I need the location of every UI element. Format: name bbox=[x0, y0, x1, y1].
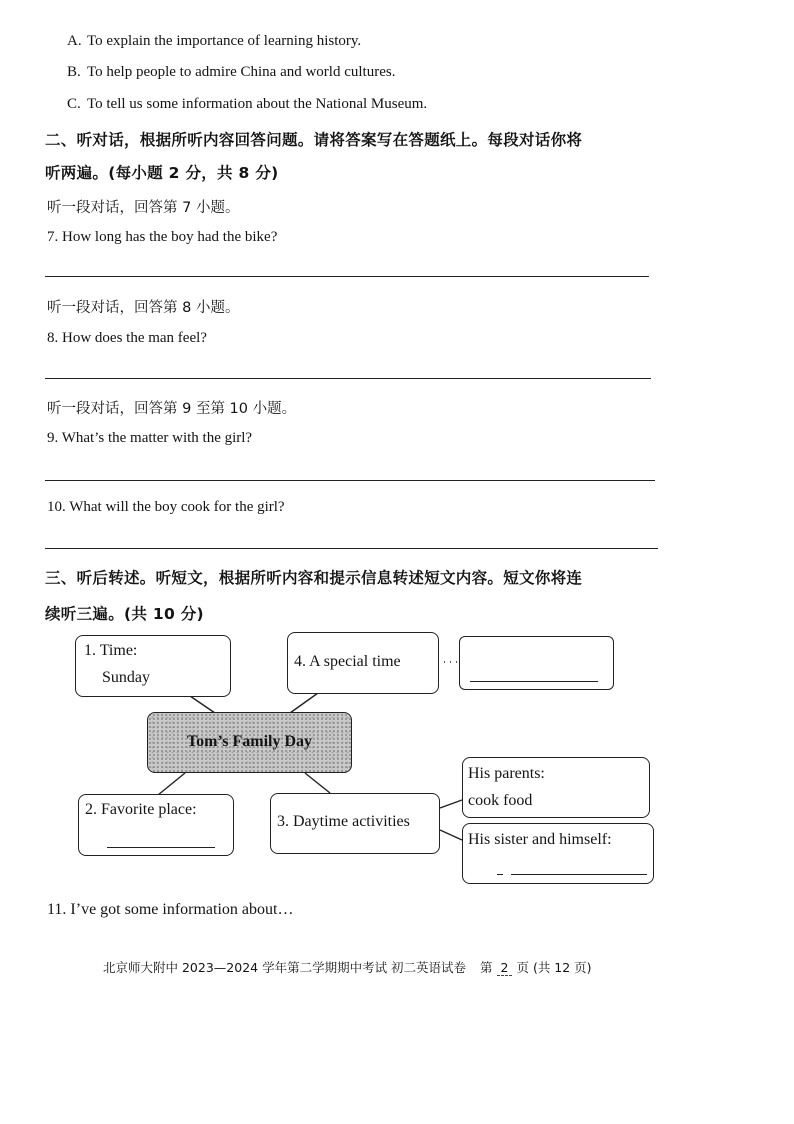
page-footer bbox=[103, 958, 592, 976]
question-11: 11. I’ve got some information about… bbox=[47, 901, 294, 918]
question-9: 9. What’s the matter with the girl? bbox=[47, 430, 253, 446]
box-special-time bbox=[287, 632, 439, 694]
option-b bbox=[67, 64, 395, 81]
footer-prefix: 北京师大附中 2023—2024 学年第二学期期中考试 初二英语试卷 bbox=[103, 960, 467, 975]
box-parents-label: His parents: bbox=[468, 765, 545, 782]
box-parents-value: cook food bbox=[468, 792, 533, 809]
blank-sister[interactable] bbox=[497, 874, 503, 875]
option-b-text: To help people to admire China and world cultures. bbox=[87, 64, 396, 80]
box-sister-label: His sister and himself: bbox=[468, 831, 612, 848]
section2-heading-line2: 听两遍。(每小题 2 分，共 8 分) bbox=[45, 164, 279, 182]
intro-q7: 听一段对话，回答第 7 小题。 bbox=[47, 200, 240, 216]
option-a-letter: A. bbox=[67, 33, 82, 49]
center-box bbox=[147, 712, 352, 773]
option-a-text: To explain the importance of learning history. bbox=[87, 33, 362, 49]
section3-heading-line1: 三、听后转述。听短文，根据所听内容和提示信息转述短文内容。短文你将连 bbox=[45, 569, 583, 587]
box-daytime-label: 3. Daytime activities bbox=[277, 813, 410, 830]
question-7: 7. How long has the boy had the bike? bbox=[47, 229, 278, 245]
answer-line-q9[interactable] bbox=[45, 480, 655, 481]
section3-heading-line2: 续听三遍。(共 10 分) bbox=[45, 605, 204, 623]
box-special-time-label: 4. A special time bbox=[294, 653, 401, 670]
connector-parents bbox=[440, 800, 462, 808]
footer-page-pre: 第 bbox=[480, 960, 493, 975]
blank-sister-main[interactable] bbox=[511, 874, 647, 875]
question-8: 8. How does the man feel? bbox=[47, 330, 207, 346]
intro-q9-10: 听一段对话，回答第 9 至第 10 小题。 bbox=[47, 401, 297, 417]
box-time-value: Sunday bbox=[102, 669, 150, 686]
blank-special-time[interactable] bbox=[470, 681, 598, 682]
box-parents bbox=[462, 757, 650, 818]
answer-line-q7[interactable] bbox=[45, 276, 649, 277]
option-c bbox=[67, 96, 427, 113]
connector-special-time bbox=[290, 693, 318, 713]
question-10: 10. What will the boy cook for the girl? bbox=[47, 499, 285, 515]
option-b-letter: B. bbox=[67, 64, 81, 80]
footer-page-post: 页 (共 12 页) bbox=[516, 960, 592, 975]
answer-line-q10[interactable] bbox=[45, 548, 658, 549]
box-sister bbox=[462, 823, 654, 884]
box-favorite-place bbox=[78, 794, 234, 856]
footer-page-number: 2 bbox=[497, 960, 513, 976]
connector-sister bbox=[440, 830, 462, 840]
intro-q8: 听一段对话，回答第 8 小题。 bbox=[47, 300, 240, 316]
option-c-text: To tell us some information about the National Museum. bbox=[87, 96, 428, 112]
center-title: Tom’s Family Day bbox=[186, 733, 313, 750]
blank-favorite-place[interactable] bbox=[107, 847, 215, 848]
connector-time bbox=[190, 696, 215, 713]
option-a bbox=[67, 33, 361, 50]
box-time-label: 1. Time: bbox=[84, 642, 138, 659]
box-special-time-answer[interactable] bbox=[459, 636, 614, 690]
section2-heading-line1: 二、听对话，根据所听内容回答问题。请将答案写在答题纸上。每段对话你将 bbox=[45, 131, 583, 149]
box-time bbox=[75, 635, 231, 697]
box-daytime bbox=[270, 793, 440, 854]
connector-favorite-place bbox=[158, 773, 185, 795]
answer-line-q8[interactable] bbox=[45, 378, 651, 379]
box-favorite-place-label: 2. Favorite place: bbox=[85, 801, 197, 818]
option-c-letter: C. bbox=[67, 96, 81, 112]
connector-daytime bbox=[305, 773, 330, 793]
